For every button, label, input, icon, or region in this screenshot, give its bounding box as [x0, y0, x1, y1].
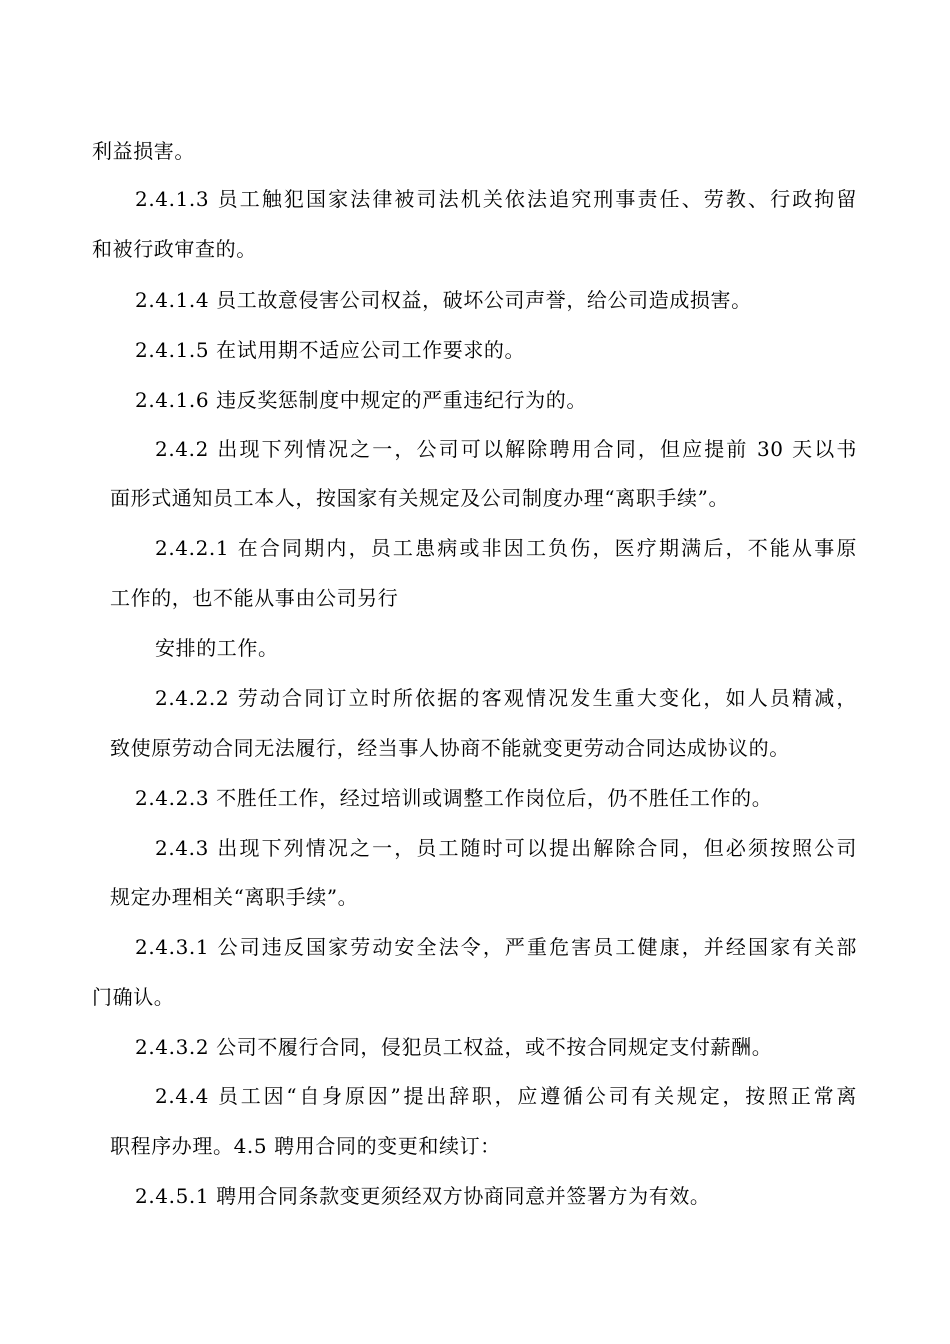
text-line: 2.4.1.5 在试用期不适应公司工作要求的。: [135, 338, 526, 362]
text-line: 2.4.2.1 在合同期内，员工患病或非因工负伤，医疗期满后，不能从事原: [155, 536, 857, 560]
text-line: 2.4.2 出现下列情况之一，公司可以解除聘用合同，但应提前 30 天以书: [155, 437, 857, 461]
text-line: 2.4.3 出现下列情况之一，员工随时可以提出解除合同，但必须按照公司: [155, 836, 857, 860]
text-line: 2.4.5.1 聘用合同条款变更须经双方协商同意并签署方为有效。: [135, 1184, 711, 1208]
text-line: 2.4.1.6 违反奖惩制度中规定的严重违纪行为的。: [135, 388, 587, 412]
text-line: 工作的，也不能从事由公司另行: [110, 586, 399, 610]
text-line: 安排的工作。: [155, 636, 279, 660]
text-line: 2.4.2.2 劳动合同订立时所依据的客观情况发生重大变化，如人员精减，: [155, 686, 857, 710]
text-line: 和被行政审查的。: [92, 237, 257, 261]
text-line: 2.4.1.4 员工故意侵害公司权益，破坏公司声誉，给公司造成损害。: [135, 288, 752, 312]
text-line: 2.4.2.3 不胜任工作，经过培训或调整工作岗位后，仍不胜任工作的。: [135, 786, 773, 810]
text-line: 2.4.1.3 员工触犯国家法律被司法机关依法追究刑事责任、劳教、行政拘留: [135, 187, 857, 211]
text-line: 规定办理相关“离职手续”。: [110, 885, 359, 909]
text-line: 面形式通知员工本人，按国家有关规定及公司制度办理“离职手续”。: [110, 486, 730, 510]
text-line: 门确认。: [92, 985, 175, 1009]
text-line: 职程序办理。4.5 聘用合同的变更和续订：: [110, 1134, 501, 1158]
text-line: 2.4.4 员工因“自身原因”提出辞职，应遵循公司有关规定，按照正常离: [155, 1084, 857, 1108]
text-line: 致使原劳动合同无法履行，经当事人协商不能就变更劳动合同达成协议的。: [110, 736, 790, 760]
text-line: 2.4.3.1 公司违反国家劳动安全法令，严重危害员工健康，并经国家有关部: [135, 935, 857, 959]
text-line: 利益损害。: [92, 139, 195, 163]
text-line: 2.4.3.2 公司不履行合同，侵犯员工权益，或不按合同规定支付薪酬。: [135, 1035, 773, 1059]
